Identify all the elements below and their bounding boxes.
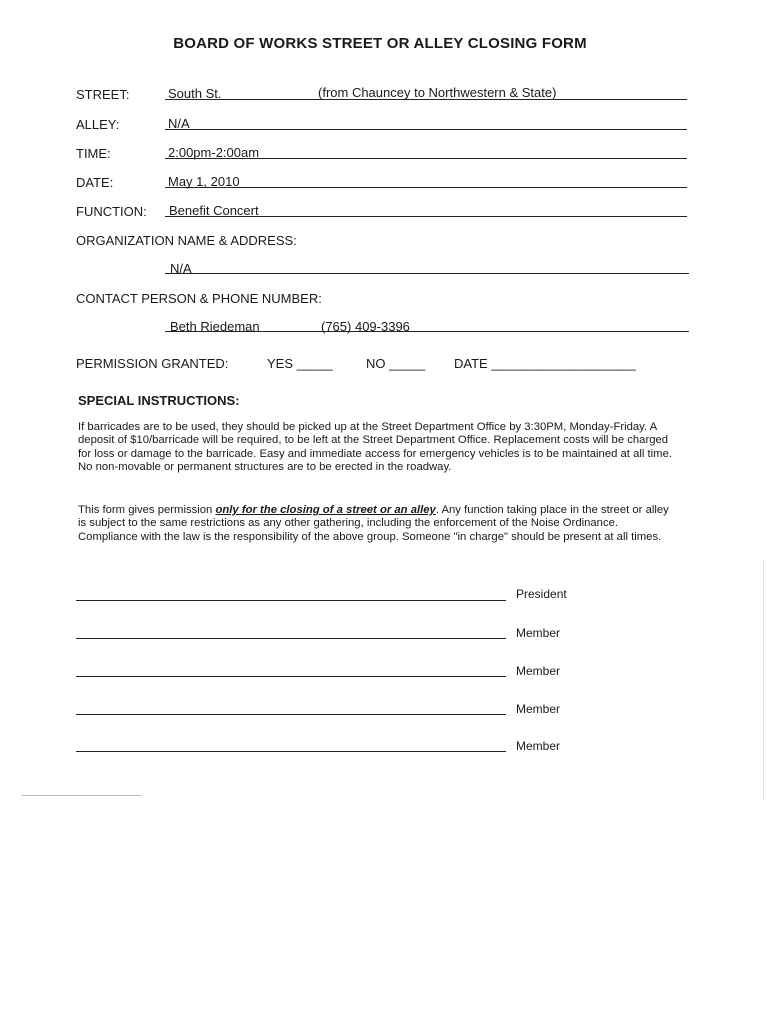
function-label: FUNCTION: bbox=[76, 204, 147, 219]
organization-value: N/A bbox=[170, 261, 192, 276]
permission-text-start: This form gives permission bbox=[78, 504, 216, 516]
permission-yes: YES _____ bbox=[267, 356, 333, 371]
signature-role-member-1: Member bbox=[516, 626, 561, 640]
instructions-paragraph-2 bbox=[78, 504, 678, 544]
instructions-paragraph-1: If barricades are to be used, they should be picked up at the Street Department Office by 3:30PM, Monday-Friday. A deposit of $10/barricade will be required, to be left at the Street Department Office. Replacement costs will be charged for loss or damage to the barricade. Easy and immediate access for emergency vehicles is to be maintained at all time. No non-movable or permanent structures are to be erected in the roadway. bbox=[78, 421, 673, 474]
street-value: South St. bbox=[168, 86, 222, 101]
signature-line-member-3 bbox=[76, 714, 506, 715]
time-label: TIME: bbox=[76, 146, 111, 161]
date-line bbox=[165, 187, 687, 188]
permission-text-end: . Any function taking place in the street or alley is subject to the same restrictions as any other gathering, including the enforcement of the Noise Ordinance. Compliance with the law is the responsibility of the above group. Someone "in charge" should be present at all times. bbox=[78, 504, 669, 543]
instructions-heading: SPECIAL INSTRUCTIONS: bbox=[78, 393, 240, 408]
scan-edge-line bbox=[763, 560, 764, 800]
contact-name: Beth Riedeman bbox=[170, 319, 260, 334]
alley-line bbox=[165, 129, 687, 130]
signature-line-member-2 bbox=[76, 676, 506, 677]
contact-phone: (765) 409-3396 bbox=[321, 319, 410, 334]
form-title: BOARD OF WORKS STREET OR ALLEY CLOSING FORM bbox=[173, 35, 587, 52]
signature-line-president bbox=[76, 600, 506, 601]
contact-label: CONTACT PERSON & PHONE NUMBER: bbox=[76, 291, 322, 306]
permission-label: PERMISSION GRANTED: bbox=[76, 356, 229, 371]
signature-role-member-2: Member bbox=[516, 664, 561, 678]
organization-line bbox=[165, 273, 689, 274]
signature-role-member-3: Member bbox=[516, 702, 561, 716]
signature-line-member-1 bbox=[76, 638, 506, 639]
permission-emphasis: only for the closing of a street or an alley bbox=[215, 504, 436, 516]
date-value: May 1, 2010 bbox=[168, 174, 240, 189]
permission-no: NO _____ bbox=[366, 356, 426, 371]
signature-line-member-4 bbox=[76, 751, 506, 752]
function-value: Benefit Concert bbox=[169, 203, 259, 218]
scan-artifact-line bbox=[22, 795, 142, 796]
alley-label: ALLEY: bbox=[76, 117, 120, 132]
time-value: 2:00pm-2:00am bbox=[168, 145, 260, 160]
signature-role-president: President bbox=[516, 587, 567, 601]
signature-role-member-4: Member bbox=[516, 739, 561, 753]
permission-date: DATE ____________________ bbox=[454, 356, 636, 371]
street-label: STREET: bbox=[76, 87, 130, 102]
alley-value: N/A bbox=[168, 116, 190, 131]
organization-label: ORGANIZATION NAME & ADDRESS: bbox=[76, 233, 297, 248]
date-label: DATE: bbox=[76, 175, 114, 190]
street-extra: (from Chauncey to Northwestern & State) bbox=[318, 85, 557, 100]
